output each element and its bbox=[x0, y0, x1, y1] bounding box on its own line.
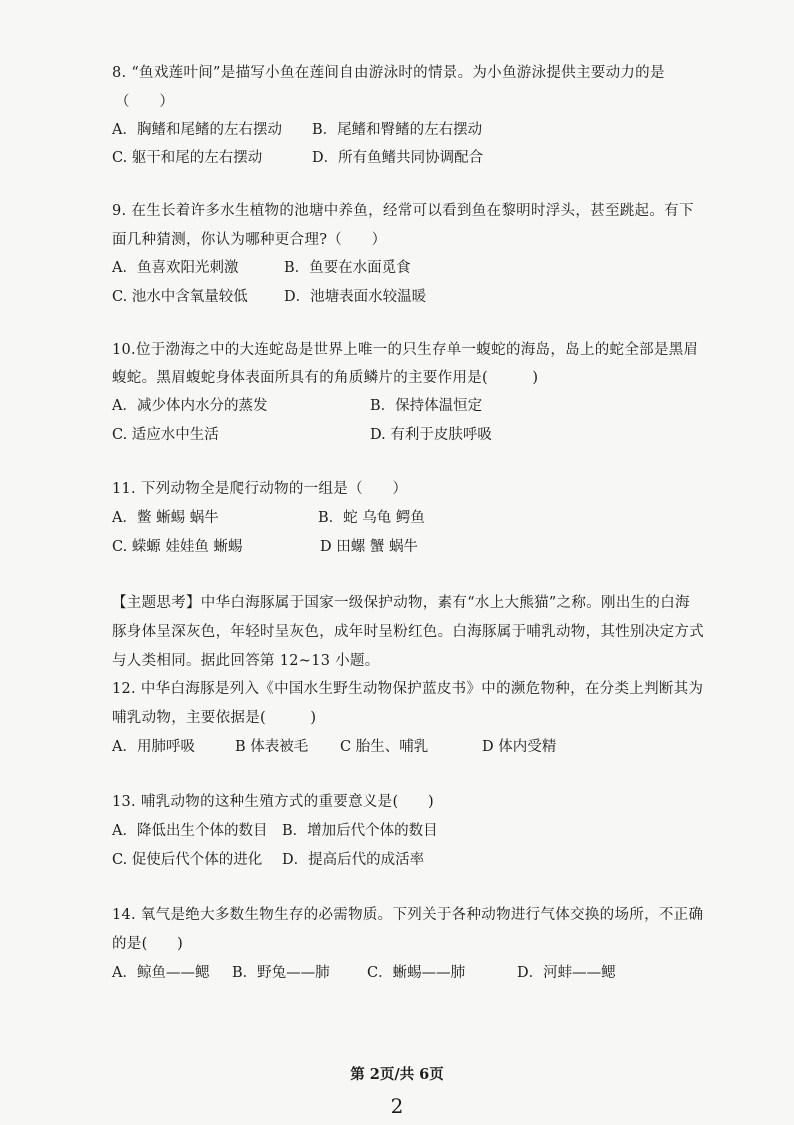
q9-option-c: C. 池水中含氧量较低 bbox=[112, 289, 248, 305]
q14-stem-line2: 的是( ) bbox=[112, 936, 184, 952]
q10-option-b: B．保持体温恒定 bbox=[370, 398, 483, 414]
q10-option-c: C. 适应水中生活 bbox=[112, 427, 219, 443]
q12-stem-line2: 哺乳动物，主要依据是( ) bbox=[112, 710, 317, 726]
q13-option-a: A．降低出生个体的数目 bbox=[112, 823, 268, 839]
theme-paragraph-line1: 【主题思考】中华白海豚属于国家一级保护动物，素有“水上大熊猫”之称。刚出生的白海 bbox=[112, 595, 690, 611]
theme-paragraph-line2: 豚身体呈深灰色，年轻时呈灰色，成年时呈粉红色。白海豚属于哺乳动物，其性别决定方式 bbox=[112, 624, 704, 640]
q11-stem-line1: 11. 下列动物全是爬行动物的一组是（ ） bbox=[112, 481, 408, 497]
q12-option-c: C 胎生、哺乳 bbox=[340, 739, 429, 755]
q8-stem-line2: （ ） bbox=[115, 94, 175, 110]
q12-stem-line1: 12. 中华白海豚是列入《中国水生野生动物保护蓝皮书》中的濒危物种，在分类上判断其为 bbox=[112, 681, 704, 697]
q12-option-b: B 体表被毛 bbox=[235, 739, 309, 755]
q11-option-a: A．鳖 蜥蜴 蜗牛 bbox=[112, 510, 219, 526]
q9-stem-line1: 9. 在生长着许多水生植物的池塘中养鱼，经常可以看到鱼在黎明时浮头，甚至跳起。有下 bbox=[112, 203, 694, 219]
page-footer-label: 第 2页/共 6页 bbox=[350, 1066, 444, 1083]
q8-option-d: D．所有鱼鳍共同协调配合 bbox=[312, 150, 484, 166]
q9-stem-line2: 面几种猜测，你认为哪种更合理?（ ） bbox=[112, 232, 387, 248]
q14-option-d: D．河蚌——鳃 bbox=[517, 965, 616, 981]
q10-stem-line1: 10.位于渤海之中的大连蛇岛是世界上唯一的只生存单一蝮蛇的海岛，岛上的蛇全部是黑眉 bbox=[112, 342, 699, 358]
q11-option-d: D 田螺 蟹 蜗牛 bbox=[320, 539, 418, 555]
q14-stem-line1: 14. 氧气是绝大多数生物生存的必需物质。下列关于各种动物进行气体交换的场所，不正确 bbox=[112, 907, 704, 923]
q13-option-b: B．增加后代个体的数目 bbox=[282, 823, 438, 839]
q13-stem-line1: 13. 哺乳动物的这种生殖方式的重要意义是( ) bbox=[112, 794, 434, 810]
q12-option-a: A．用肺呼吸 bbox=[112, 739, 195, 755]
q14-option-b: B．野兔——肺 bbox=[232, 965, 330, 981]
q10-option-a: A．减少体内水分的蒸发 bbox=[112, 398, 268, 414]
theme-paragraph-line3: 与人类相同。据此回答第 12~13 小题。 bbox=[112, 653, 380, 669]
q13-option-c: C. 促使后代个体的进化 bbox=[112, 852, 263, 868]
q12-option-d: D 体内受精 bbox=[482, 739, 557, 755]
q10-option-d: D. 有利于皮肤呼吸 bbox=[370, 427, 492, 443]
q14-option-c: C．蜥蜴——肺 bbox=[367, 965, 466, 981]
q8-option-c: C. 躯干和尾的左右摆动 bbox=[112, 150, 263, 166]
q9-option-a: A．鱼喜欢阳光刺激 bbox=[112, 260, 239, 276]
q8-option-a: A．胸鳍和尾鳍的左右摆动 bbox=[112, 122, 282, 138]
q9-option-b: B．鱼要在水面觅食 bbox=[284, 260, 411, 276]
q13-option-d: D．提高后代的成活率 bbox=[282, 852, 425, 868]
q14-option-a: A．鲸鱼——鳃 bbox=[112, 965, 210, 981]
q8-stem-line1: 8. “鱼戏莲叶间”是描写小鱼在莲间自由游泳时的情景。为小鱼游泳提供主要动力的是 bbox=[112, 65, 665, 81]
q11-option-c: C. 蝾螈 娃娃鱼 蜥蜴 bbox=[112, 539, 243, 555]
q8-option-b: B．尾鳍和臀鳍的左右摆动 bbox=[312, 122, 483, 138]
q10-stem-line2: 蝮蛇。黑眉蝮蛇身体表面所具有的角质鳞片的主要作用是( ) bbox=[112, 370, 539, 386]
q11-option-b: B．蛇 乌龟 鳄鱼 bbox=[318, 510, 425, 526]
page-number: 2 bbox=[390, 1094, 404, 1118]
q9-option-d: D．池塘表面水较温暖 bbox=[284, 289, 427, 305]
